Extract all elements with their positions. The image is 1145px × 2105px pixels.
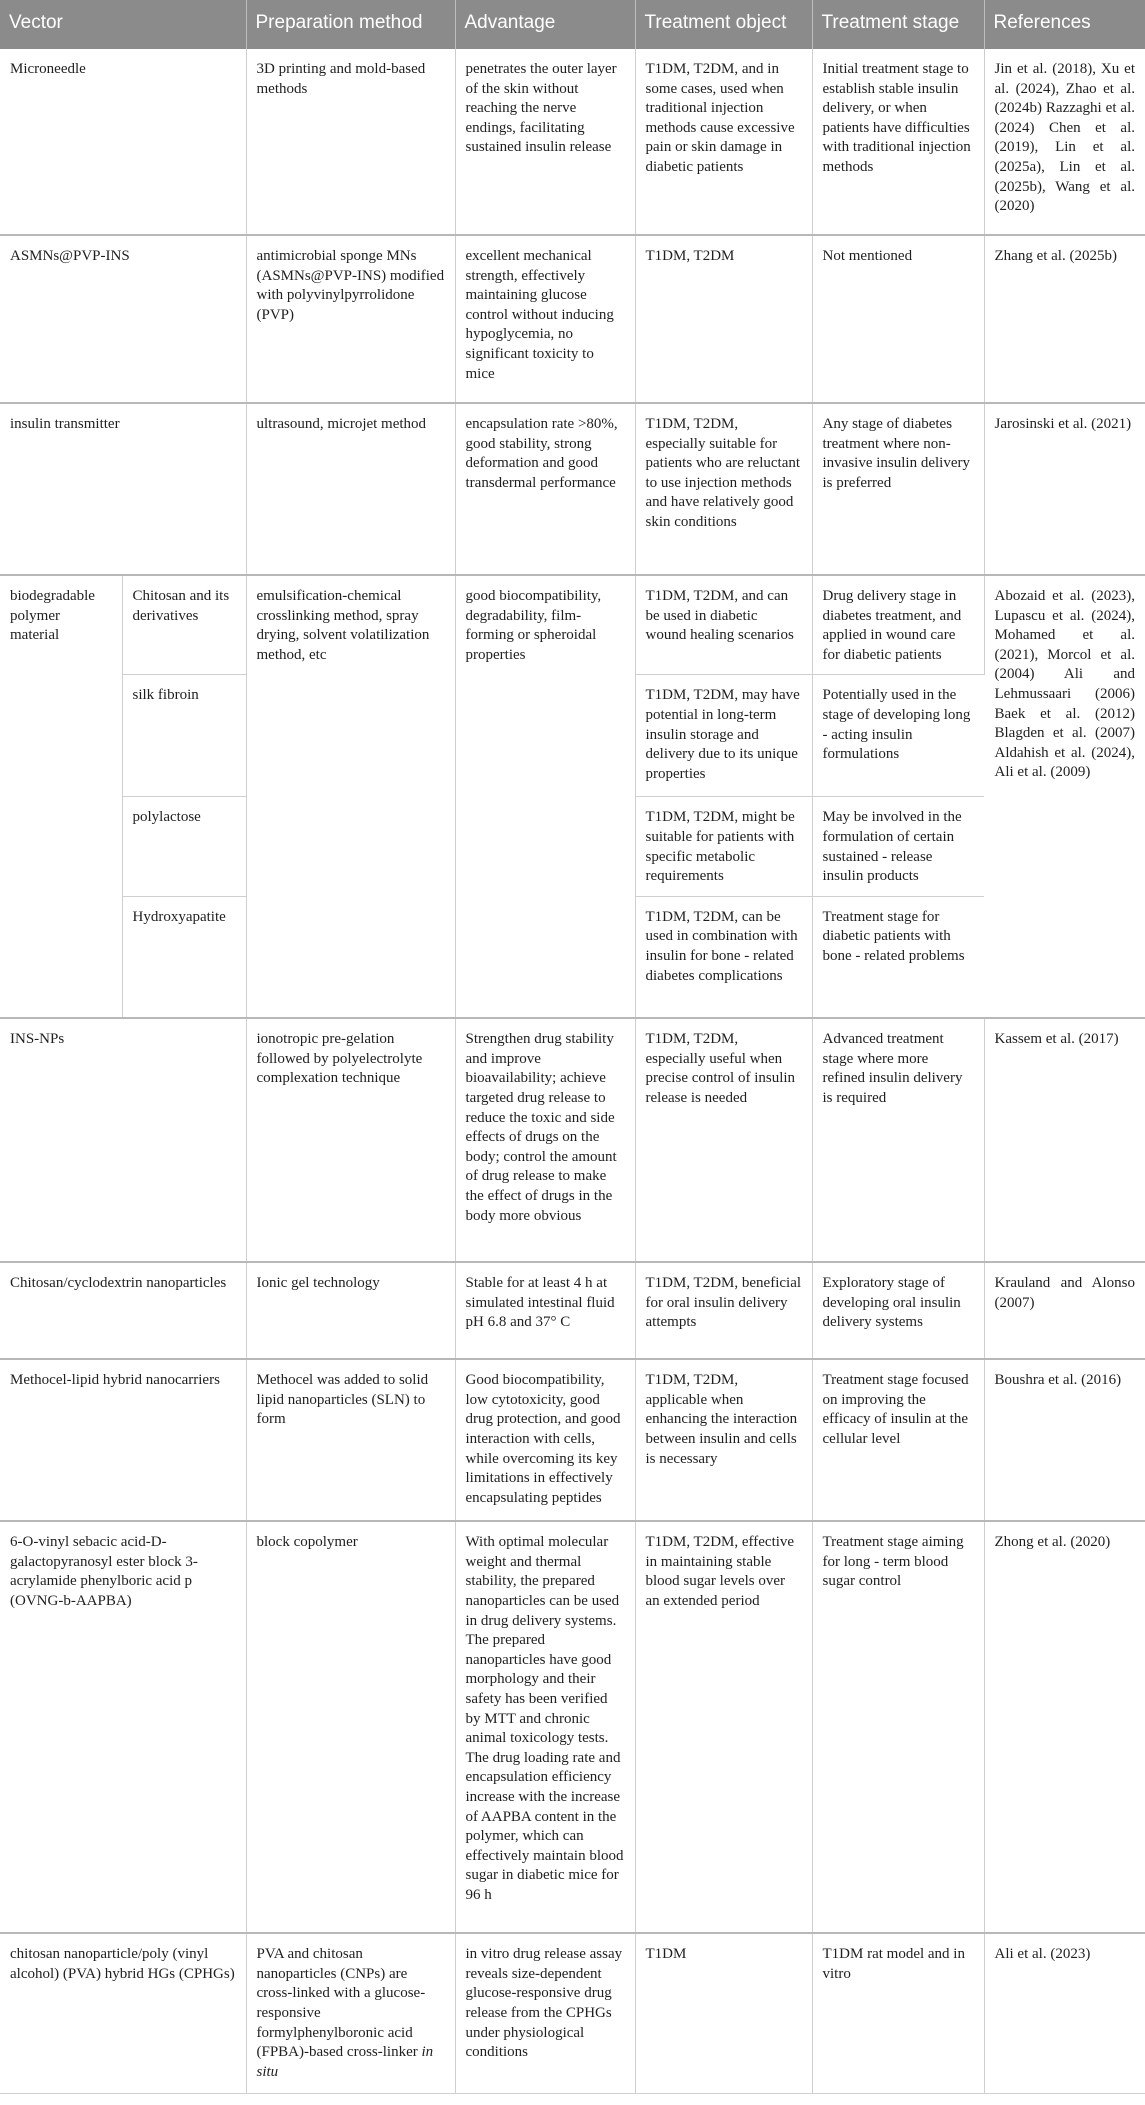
- object-cell: T1DM, T2DM: [635, 235, 812, 403]
- object-cell: T1DM, T2DM, can be used in combination with insulin for bone - related diabetes complications: [635, 896, 812, 1018]
- object-cell: T1DM, T2DM, effective in maintaining stable blood sugar levels over an extended period: [635, 1521, 812, 1933]
- vector-cell: Chitosan/cyclodextrin nanoparticles: [0, 1262, 246, 1359]
- stage-cell: Advanced treatment stage where more refined insulin delivery is required: [812, 1018, 984, 1262]
- table-row: [0, 49, 1145, 235]
- references-cell: Abozaid et al. (2023), Lupascu et al. (2024), Mohamed et al. (2021), Morcol et al. (2004) Ali and Lehmussaari (2006) Baek et al. (2012) Blagden et al. (2007) Aldahish et al. (2024), Ali et al. (2009): [984, 575, 1145, 1018]
- stage-cell: Potentially used in the stage of developing long - acting insulin formulations: [812, 675, 984, 797]
- table-row: [0, 1521, 1145, 1933]
- object-cell: T1DM, T2DM, and in some cases, used when traditional injection methods cause excessive pain or skin damage in diabetic patients: [635, 49, 812, 235]
- references-cell: Zhong et al. (2020): [984, 1521, 1145, 1933]
- advantage-cell: excellent mechanical strength, effectively maintaining glucose control without inducing hypoglycemia, no significant toxicity to mice: [455, 235, 635, 403]
- preparation-cell: antimicrobial sponge MNs (ASMNs@PVP-INS) modified with polyvinylpyrrolidone (PVP): [246, 235, 455, 403]
- references-cell: Jarosinski et al. (2021): [984, 403, 1145, 575]
- stage-cell: May be involved in the formulation of certain sustained - release insulin products: [812, 797, 984, 896]
- stage-cell: Treatment stage for diabetic patients with bone - related problems: [812, 896, 984, 1018]
- stage-cell: T1DM rat model and in vitro: [812, 1933, 984, 2093]
- object-cell: T1DM, T2DM, especially useful when precise control of insulin release is needed: [635, 1018, 812, 1262]
- preparation-cell: block copolymer: [246, 1521, 455, 1933]
- stage-cell: Initial treatment stage to establish stable insulin delivery, or when patients have difficulties with traditional injection methods: [812, 49, 984, 235]
- object-cell: T1DM, T2DM, may have potential in long-term insulin storage and delivery due to its unique properties: [635, 675, 812, 797]
- header-object: Treatment object: [635, 0, 812, 49]
- advantage-cell: With optimal molecular weight and thermal stability, the prepared nanoparticles can be used in drug delivery systems. The prepared nanoparticles have good morphology and their safety has been verified by MTT and chronic animal toxicology tests. The drug loading rate and encapsulation efficiency increase with the increase of AAPBA content in the polymer, which can effectively maintain blood sugar in diabetic mice for 96 h: [455, 1521, 635, 1933]
- preparation-cell: [246, 1933, 455, 2093]
- table-row: [0, 1359, 1145, 1521]
- references-cell: Kassem et al. (2017): [984, 1018, 1145, 1262]
- object-cell: T1DM: [635, 1933, 812, 2093]
- header-row: [0, 0, 1145, 49]
- table-row: [0, 235, 1145, 403]
- header-advantage: Advantage: [455, 0, 635, 49]
- sub-vector-cell: Hydroxyapatite: [122, 896, 246, 1018]
- table-row: [0, 1933, 1145, 2093]
- header-vector: Vector: [0, 0, 246, 49]
- vector-cell: Methocel-lipid hybrid nanocarriers: [0, 1359, 246, 1521]
- table-row: [0, 575, 1145, 675]
- header-references: References: [984, 0, 1145, 49]
- sub-vector-cell: silk fibroin: [122, 675, 246, 797]
- stage-cell: Drug delivery stage in diabetes treatment, and applied in wound care for diabetic patients: [812, 575, 984, 675]
- vector-cell: Microneedle: [0, 49, 246, 235]
- stage-cell: Treatment stage focused on improving the efficacy of insulin at the cellular level: [812, 1359, 984, 1521]
- preparation-cell: ionotropic pre-gelation followed by polyelectrolyte complexation technique: [246, 1018, 455, 1262]
- header-stage: Treatment stage: [812, 0, 984, 49]
- table-row: [0, 1262, 1145, 1359]
- object-cell: T1DM, T2DM, especially suitable for patients who are reluctant to use injection methods and have relatively good skin conditions: [635, 403, 812, 575]
- table-row: [0, 1018, 1145, 1262]
- vector-cell: INS-NPs: [0, 1018, 246, 1262]
- group-vector-cell: biodegradable polymer material: [0, 575, 122, 1018]
- vector-cell: 6-O-vinyl sebacic acid-D-galactopyranosyl ester block 3-acrylamide phenylboric acid p (OVNG-b-AAPBA): [0, 1521, 246, 1933]
- object-cell: T1DM, T2DM, beneficial for oral insulin delivery attempts: [635, 1262, 812, 1359]
- preparation-cell: 3D printing and mold-based methods: [246, 49, 455, 235]
- references-cell: Boushra et al. (2016): [984, 1359, 1145, 1521]
- preparation-cell: Methocel was added to solid lipid nanoparticles (SLN) to form: [246, 1359, 455, 1521]
- sub-vector-cell: Chitosan and its derivatives: [122, 575, 246, 675]
- vector-cell: insulin transmitter: [0, 403, 246, 575]
- object-cell: T1DM, T2DM, applicable when enhancing the interaction between insulin and cells is necessary: [635, 1359, 812, 1521]
- preparation-cell: emulsification-chemical crosslinking method, spray drying, solvent volatilization method, etc: [246, 575, 455, 1018]
- stage-cell: Treatment stage aiming for long - term blood sugar control: [812, 1521, 984, 1933]
- references-cell: Jin et al. (2018), Xu et al. (2024), Zhao et al. (2024b) Razzaghi et al. (2024) Chen et al. (2019), Lin et al. (2025a), Lin et al. (2025b), Wang et al. (2020): [984, 49, 1145, 235]
- vector-cell: chitosan nanoparticle/poly (vinyl alcohol) (PVA) hybrid HGs (CPHGs): [0, 1933, 246, 2093]
- advantage-cell: in vitro drug release assay reveals size-dependent glucose-responsive drug release from the CPHGs under physiological conditions: [455, 1933, 635, 2093]
- references-cell: Ali et al. (2023): [984, 1933, 1145, 2093]
- references-cell: Krauland and Alonso (2007): [984, 1262, 1145, 1359]
- stage-cell: Any stage of diabetes treatment where non-invasive insulin delivery is preferred: [812, 403, 984, 575]
- advantage-cell: Stable for at least 4 h at simulated intestinal fluid pH 6.8 and 37° C: [455, 1262, 635, 1359]
- advantage-cell: good biocompatibility, degradability, film-forming or spheroidal properties: [455, 575, 635, 1018]
- preparation-text: PVA and chitosan nanoparticles (CNPs) are cross-linked with a glucose-responsive formylphenylboronic acid (FPBA)-based cross-linker: [256, 1946, 426, 2061]
- advantage-cell: encapsulation rate >80%, good stability, strong deformation and good transdermal performance: [455, 403, 635, 575]
- preparation-cell: Ionic gel technology: [246, 1262, 455, 1359]
- stage-cell: Not mentioned: [812, 235, 984, 403]
- header-preparation: Preparation method: [246, 0, 455, 49]
- preparation-cell: ultrasound, microjet method: [246, 403, 455, 575]
- table-row: [0, 403, 1145, 575]
- stage-cell: Exploratory stage of developing oral insulin delivery systems: [812, 1262, 984, 1359]
- advantage-cell: penetrates the outer layer of the skin without reaching the nerve endings, facilitating sustained insulin release: [455, 49, 635, 235]
- references-cell: Zhang et al. (2025b): [984, 235, 1145, 403]
- sub-vector-cell: polylactose: [122, 797, 246, 896]
- advantage-cell: Strengthen drug stability and improve bioavailability; achieve targeted drug release to reduce the toxic and side effects of drugs on the body; control the amount of drug release to make the effect of drugs in the body more obvious: [455, 1018, 635, 1262]
- object-cell: T1DM, T2DM, and can be used in diabetic wound healing scenarios: [635, 575, 812, 675]
- preparation-italic-text: in situ: [256, 2044, 434, 2080]
- vector-cell: ASMNs@PVP-INS: [0, 235, 246, 403]
- object-cell: T1DM, T2DM, might be suitable for patients with specific metabolic requirements: [635, 797, 812, 896]
- advantage-cell: Good biocompatibility, low cytotoxicity, good drug protection, and good interaction with cells, while overcoming its key limitations in effectively encapsulating peptides: [455, 1359, 635, 1521]
